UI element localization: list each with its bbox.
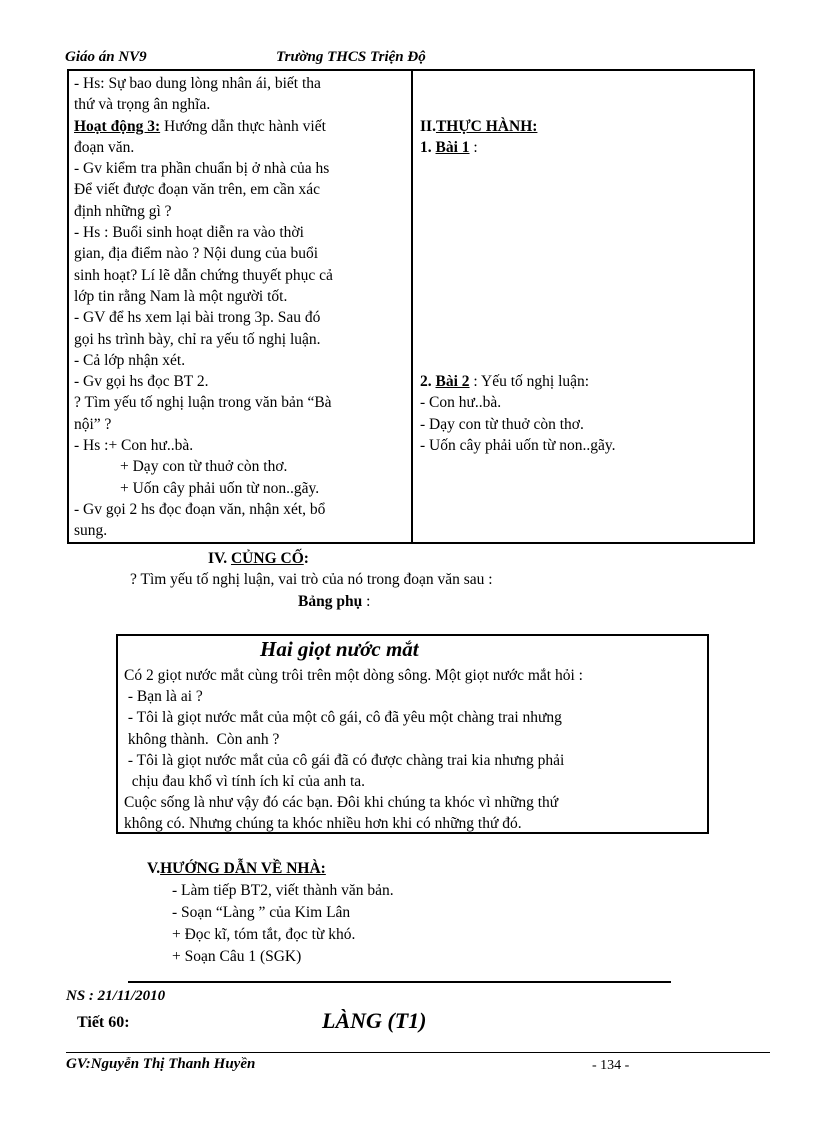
bai2-item: - Dạy con từ thuở còn thơ. bbox=[420, 415, 584, 433]
board-line: chịu đau khổ vì tính ích kỉ của anh ta. bbox=[124, 773, 366, 791]
left-column-line: - Hs :+ Con hư..bà. bbox=[74, 437, 194, 455]
table-right-column bbox=[420, 73, 616, 456]
board-label: Bảng phụ : bbox=[298, 593, 371, 610]
left-column-line: - Cả lớp nhận xét. bbox=[74, 351, 186, 369]
left-column-line: + Uốn cây phải uốn từ non..gãy. bbox=[120, 479, 320, 497]
board-box bbox=[116, 634, 709, 834]
board-line: Có 2 giọt nước mắt cùng trôi trên một dòng sông. Một giọt nước mắt hỏi : bbox=[124, 667, 583, 684]
left-column-line: lớp tin rằng Nam là một người tốt. bbox=[74, 287, 288, 305]
left-column-line: ? Tìm yếu tố nghị luận trong văn bản “Bà bbox=[74, 394, 332, 412]
left-column-line: - Gv kiểm tra phần chuẩn bị ở nhà của hs bbox=[74, 160, 330, 178]
left-column-line: thứ và trọng ân nghĩa. bbox=[74, 96, 211, 114]
left-column-line: - Hs: Sự bao dung lòng nhân ái, biết tha bbox=[74, 75, 321, 92]
board-line: - Tôi là giọt nước mắt của một cô gái, cô đã yêu một chàng trai nhưng bbox=[124, 709, 562, 727]
section-v-heading: V.HƯỚNG DẪN VỀ NHÀ: bbox=[147, 860, 326, 877]
table-left-column bbox=[74, 73, 333, 542]
left-column-line: Hoạt động 3: Hướng dẫn thực hành viết bbox=[74, 117, 326, 135]
left-column-line: đoạn văn. bbox=[74, 138, 135, 156]
left-column-line: - GV để hs xem lại bài trong 3p. Sau đó bbox=[74, 309, 321, 327]
bai2-item: - Con hư..bà. bbox=[420, 394, 502, 412]
board-title: Hai giọt nước mắt bbox=[260, 637, 419, 661]
section-iv-heading: IV. CỦNG CỐ: bbox=[208, 550, 309, 567]
left-column-line: gian, địa điểm nào ? Nội dung của buổi bbox=[74, 245, 319, 263]
board-line: Cuộc sống là như vậy đó các bạn. Đôi khi chúng ta khóc vì những thứ bbox=[124, 794, 559, 812]
header-subject: Giáo án NV9 bbox=[65, 49, 147, 65]
left-column-line: nội” ? bbox=[74, 415, 112, 433]
board-line: - Bạn là ai ? bbox=[124, 688, 203, 706]
left-column-line: định những gì ? bbox=[74, 202, 172, 220]
bai1-line: 1. Bài 1 : bbox=[420, 138, 478, 156]
left-column-line: - Gv gọi 2 hs đọc đoạn văn, nhận xét, bổ bbox=[74, 500, 326, 518]
header-school: Trường THCS Triện Độ bbox=[276, 49, 426, 65]
section-ii-heading: II.THỰC HÀNH: bbox=[420, 117, 538, 135]
board-line: không có. Nhưng chúng ta khóc nhiều hơn khi có những thứ đó. bbox=[124, 815, 522, 833]
left-column-line: - Hs : Buổi sinh hoạt diễn ra vào thời bbox=[74, 224, 304, 242]
ns-date: NS : 21/11/2010 bbox=[66, 988, 166, 1004]
footer-teacher: GV:Nguyễn Thị Thanh Huyền bbox=[66, 1056, 256, 1072]
board-line: không thành. Còn anh ? bbox=[124, 730, 280, 748]
left-column-line: Để viết được đoạn văn trên, em cần xác bbox=[74, 181, 320, 199]
board-line: - Tôi là giọt nước mắt của cô gái đã có được chàng trai kia nhưng phải bbox=[124, 751, 565, 769]
bai2-item: - Uốn cây phải uốn từ non..gãy. bbox=[420, 437, 616, 455]
section-divider bbox=[128, 981, 671, 983]
left-column-line: gọi hs trình bày, chỉ ra yếu tố nghị luận. bbox=[74, 330, 321, 348]
tiet-number: Tiết 60: bbox=[77, 1014, 130, 1031]
page-number: - 134 - bbox=[592, 1058, 630, 1073]
table-column-divider bbox=[411, 71, 413, 542]
homework-item: + Soạn Câu 1 (SGK) bbox=[172, 948, 302, 965]
bai2-line: 2. Bài 2 : Yếu tố nghị luận: bbox=[420, 373, 590, 391]
left-column-line: + Dạy con từ thuở còn thơ. bbox=[120, 458, 288, 476]
board-body bbox=[124, 665, 583, 835]
section-iv-question: ? Tìm yếu tố nghị luận, vai trò của nó trong đoạn văn sau : bbox=[130, 571, 493, 588]
left-column-line: sung. bbox=[74, 522, 108, 540]
left-column-line: sinh hoạt? Lí lẽ dẫn chứng thuyết phục cả bbox=[74, 266, 333, 284]
lesson-title: LÀNG (T1) bbox=[322, 1008, 427, 1033]
footer-rule bbox=[66, 1052, 770, 1053]
homework-item: - Làm tiếp BT2, viết thành văn bản. bbox=[172, 882, 394, 899]
lesson-table bbox=[67, 69, 755, 544]
homework-item: + Đọc kĩ, tóm tắt, đọc từ khó. bbox=[172, 926, 356, 943]
left-column-line: - Gv gọi hs đọc BT 2. bbox=[74, 373, 209, 391]
homework-item: - Soạn “Làng ” của Kim Lân bbox=[172, 904, 351, 921]
